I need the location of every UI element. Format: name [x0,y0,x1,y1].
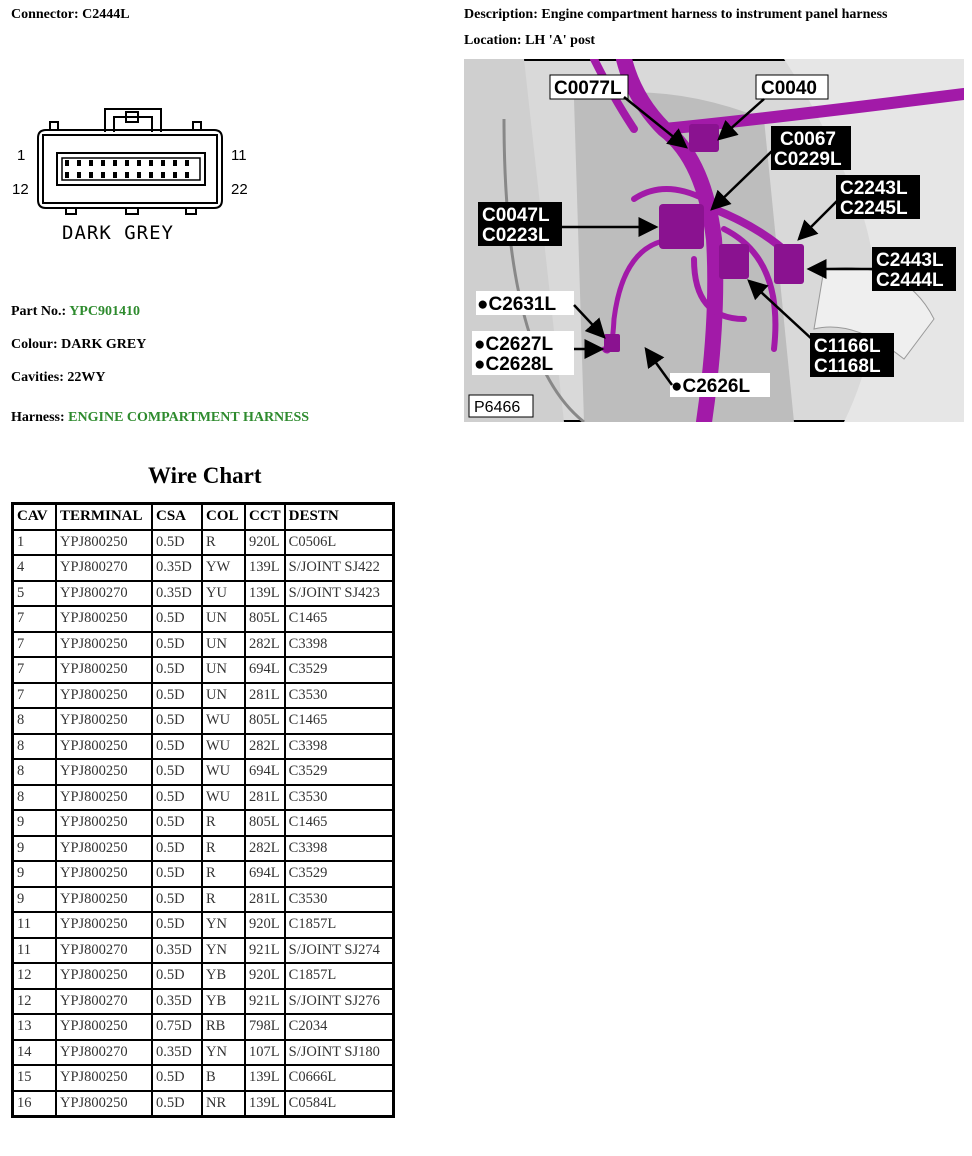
cell-csa: 0.5D [152,836,202,862]
cell-terminal: YPJ800250 [56,708,152,734]
cell-col: UN [202,606,245,632]
wire-chart-header-row [13,504,394,530]
connector-heading [11,7,130,23]
cavities-line [11,370,106,386]
cell-destn: C3398 [285,632,394,658]
cell-csa: 0.35D [152,555,202,581]
cell-col: R [202,887,245,913]
cell-destn: C3529 [285,759,394,785]
callout-c2443l: C2443L [876,250,944,271]
cell-cct: 694L [245,759,285,785]
cell-cav: 13 [13,1014,57,1040]
cell-cav: 9 [13,887,57,913]
cell-cav: 7 [13,657,57,683]
description-value: Engine compartment harness to instrument panel harness [541,7,888,22]
wire-chart-table [11,502,395,1118]
cell-csa: 0.5D [152,606,202,632]
cell-cct: 281L [245,785,285,811]
cell-cct: 920L [245,530,285,556]
cell-cct: 282L [245,734,285,760]
cell-cav: 9 [13,836,57,862]
cell-terminal: YPJ800250 [56,734,152,760]
harness-label: Harness: [11,410,65,425]
cell-terminal: YPJ800270 [56,1040,152,1066]
cell-cav: 1 [13,530,57,556]
cell-cav: 7 [13,606,57,632]
cell-col: YB [202,989,245,1015]
cell-destn: S/JOINT SJ180 [285,1040,394,1066]
cell-cav: 11 [13,938,57,964]
cell-col: R [202,530,245,556]
cell-csa: 0.5D [152,1065,202,1091]
cell-destn: C1857L [285,912,394,938]
table-row [13,912,394,938]
cell-terminal: YPJ800270 [56,555,152,581]
table-row [13,683,394,709]
cell-cct: 282L [245,632,285,658]
cell-cct: 281L [245,887,285,913]
cell-terminal: YPJ800250 [56,632,152,658]
colour-label: Colour: [11,337,58,352]
cell-csa: 0.5D [152,785,202,811]
callout-c2626l: ●C2626L [671,376,751,397]
header-cct: CCT [245,504,285,530]
table-row [13,810,394,836]
callout-c0077l: C0077L [554,78,622,99]
colour-line [11,337,146,353]
cell-destn: C3530 [285,683,394,709]
cell-cav: 16 [13,1091,57,1117]
cell-cct: 282L [245,836,285,862]
cell-csa: 0.5D [152,683,202,709]
cell-terminal: YPJ800250 [56,861,152,887]
cell-cav: 12 [13,963,57,989]
cell-destn: C0666L [285,1065,394,1091]
cell-terminal: YPJ800250 [56,785,152,811]
cell-col: YU [202,581,245,607]
cell-terminal: YPJ800250 [56,759,152,785]
cell-col: WU [202,708,245,734]
description-label: Description: [464,7,538,22]
pin-11-label: 11 [231,147,247,164]
cell-destn: C3529 [285,657,394,683]
cell-destn: C3530 [285,785,394,811]
colour-value: DARK GREY [61,337,147,352]
table-row [13,785,394,811]
part-no-label: Part No.: [11,304,67,319]
cell-col: YB [202,963,245,989]
cell-col: R [202,861,245,887]
table-row [13,861,394,887]
cell-col: YN [202,1040,245,1066]
location-value: LH 'A' post [525,33,596,48]
cell-col: WU [202,785,245,811]
callout-c0223l: C0223L [482,225,550,246]
cell-csa: 0.5D [152,734,202,760]
cell-terminal: YPJ800250 [56,1091,152,1117]
pin-22-label: 22 [231,181,248,198]
callout-c2628l: ●C2628L [474,354,554,375]
cell-csa: 0.75D [152,1014,202,1040]
cell-col: UN [202,632,245,658]
cell-destn: S/JOINT SJ274 [285,938,394,964]
part-no-link[interactable]: YPC901410 [69,304,140,319]
cell-cct: 921L [245,938,285,964]
table-row [13,530,394,556]
cell-cct: 139L [245,1091,285,1117]
cell-cav: 14 [13,1040,57,1066]
cell-col: UN [202,657,245,683]
cell-cct: 920L [245,963,285,989]
callout-c1166l: C1166L [814,336,881,357]
callout-c0040: C0040 [761,78,817,99]
cell-cav: 11 [13,912,57,938]
cell-terminal: YPJ800250 [56,683,152,709]
cell-cav: 7 [13,632,57,658]
part-no-line [11,304,140,320]
table-row [13,606,394,632]
cell-cct: 281L [245,683,285,709]
cell-destn: C3398 [285,734,394,760]
cell-csa: 0.5D [152,530,202,556]
cell-cav: 5 [13,581,57,607]
cell-col: WU [202,759,245,785]
cell-cct: 139L [245,581,285,607]
cell-cav: 12 [13,989,57,1015]
table-row [13,938,394,964]
pin-12-label: 12 [12,181,29,198]
table-row [13,989,394,1015]
cell-terminal: YPJ800250 [56,1014,152,1040]
cell-col: YW [202,555,245,581]
connector-id: C2444L [82,7,130,22]
cavities-label: Cavities: [11,370,64,385]
cell-csa: 0.5D [152,708,202,734]
cell-cav: 8 [13,759,57,785]
table-row [13,759,394,785]
callout-c0229l: C0229L [774,149,842,170]
callout-c2245l: C2245L [840,198,908,219]
cell-destn: C3530 [285,887,394,913]
cell-destn: C3398 [285,836,394,862]
callout-c0047l: C0047L [482,205,550,226]
callout-c1168l: C1168L [814,356,881,377]
cell-cav: 9 [13,810,57,836]
callout-c2631l: ●C2631L [477,294,557,315]
cell-destn: C1465 [285,708,394,734]
cell-csa: 0.5D [152,657,202,683]
cell-cct: 805L [245,606,285,632]
table-row [13,1014,394,1040]
description-line [464,7,888,23]
cell-terminal: YPJ800250 [56,810,152,836]
cavities-value: 22WY [67,370,106,385]
cell-csa: 0.35D [152,938,202,964]
header-cav: CAV [13,504,57,530]
cell-destn: S/JOINT SJ423 [285,581,394,607]
cell-destn: S/JOINT SJ422 [285,555,394,581]
cell-csa: 0.5D [152,632,202,658]
table-row [13,657,394,683]
table-row [13,708,394,734]
cell-col: B [202,1065,245,1091]
callout-c2243l: C2243L [840,178,908,199]
cell-csa: 0.5D [152,759,202,785]
cell-cct: 798L [245,1014,285,1040]
cell-cct: 694L [245,657,285,683]
cell-cct: 805L [245,708,285,734]
header-csa: CSA [152,504,202,530]
cell-csa: 0.5D [152,912,202,938]
cell-cct: 694L [245,861,285,887]
header-destn: DESTN [285,504,394,530]
location-line [464,33,595,49]
cell-col: NR [202,1091,245,1117]
cell-cav: 8 [13,785,57,811]
cell-csa: 0.35D [152,581,202,607]
wire-chart-title: Wire Chart [148,463,262,488]
cell-terminal: YPJ800250 [56,1065,152,1091]
cell-col: R [202,836,245,862]
cell-col: WU [202,734,245,760]
cell-terminal: YPJ800270 [56,989,152,1015]
table-row [13,1040,394,1066]
cell-col: UN [202,683,245,709]
cell-terminal: YPJ800250 [56,887,152,913]
cell-terminal: YPJ800250 [56,963,152,989]
cell-destn: C1857L [285,963,394,989]
photo-reference: P6466 [474,399,521,416]
cell-cct: 139L [245,555,285,581]
harness-link[interactable]: ENGINE COMPARTMENT HARNESS [68,410,310,425]
table-row [13,1091,394,1117]
cell-cct: 920L [245,912,285,938]
cell-destn: C1465 [285,606,394,632]
cell-csa: 0.5D [152,810,202,836]
table-row [13,1065,394,1091]
wire-chart-body [13,530,394,1117]
cell-cct: 107L [245,1040,285,1066]
cell-destn: C3529 [285,861,394,887]
cell-cct: 921L [245,989,285,1015]
cell-destn: S/JOINT SJ276 [285,989,394,1015]
cell-cct: 805L [245,810,285,836]
cell-destn: C1465 [285,810,394,836]
table-row [13,887,394,913]
connector-face-diagram [8,100,268,250]
cell-destn: C0506L [285,530,394,556]
connector-colour-caption: DARK GREY [62,222,174,244]
table-row [13,581,394,607]
harness-location-photo [464,59,964,422]
harness-line [11,410,309,426]
location-label: Location: [464,33,522,48]
cell-cav: 8 [13,708,57,734]
cell-cav: 9 [13,861,57,887]
cell-csa: 0.5D [152,963,202,989]
cell-destn: C2034 [285,1014,394,1040]
cell-cct: 139L [245,1065,285,1091]
cell-col: YN [202,912,245,938]
header-terminal: TERMINAL [56,504,152,530]
cell-csa: 0.35D [152,989,202,1015]
cell-cav: 8 [13,734,57,760]
cell-csa: 0.5D [152,1091,202,1117]
table-row [13,555,394,581]
cell-col: R [202,810,245,836]
cell-col: YN [202,938,245,964]
cell-terminal: YPJ800270 [56,581,152,607]
cell-terminal: YPJ800250 [56,836,152,862]
cell-cav: 7 [13,683,57,709]
cell-cav: 15 [13,1065,57,1091]
pin-1-label: 1 [17,147,26,164]
cell-csa: 0.5D [152,887,202,913]
header-col: COL [202,504,245,530]
cell-destn: C0584L [285,1091,394,1117]
table-row [13,836,394,862]
callout-c2444l: C2444L [876,270,944,291]
cell-terminal: YPJ800250 [56,606,152,632]
callout-c2627l: ●C2627L [474,334,554,355]
table-row [13,734,394,760]
cell-terminal: YPJ800270 [56,938,152,964]
cell-terminal: YPJ800250 [56,657,152,683]
cell-terminal: YPJ800250 [56,912,152,938]
connector-label: Connector: [11,7,79,22]
cell-terminal: YPJ800250 [56,530,152,556]
callout-c0067: C0067 [780,129,836,150]
cell-csa: 0.35D [152,1040,202,1066]
table-row [13,963,394,989]
cell-col: RB [202,1014,245,1040]
table-row [13,632,394,658]
cell-csa: 0.5D [152,861,202,887]
cell-cav: 4 [13,555,57,581]
